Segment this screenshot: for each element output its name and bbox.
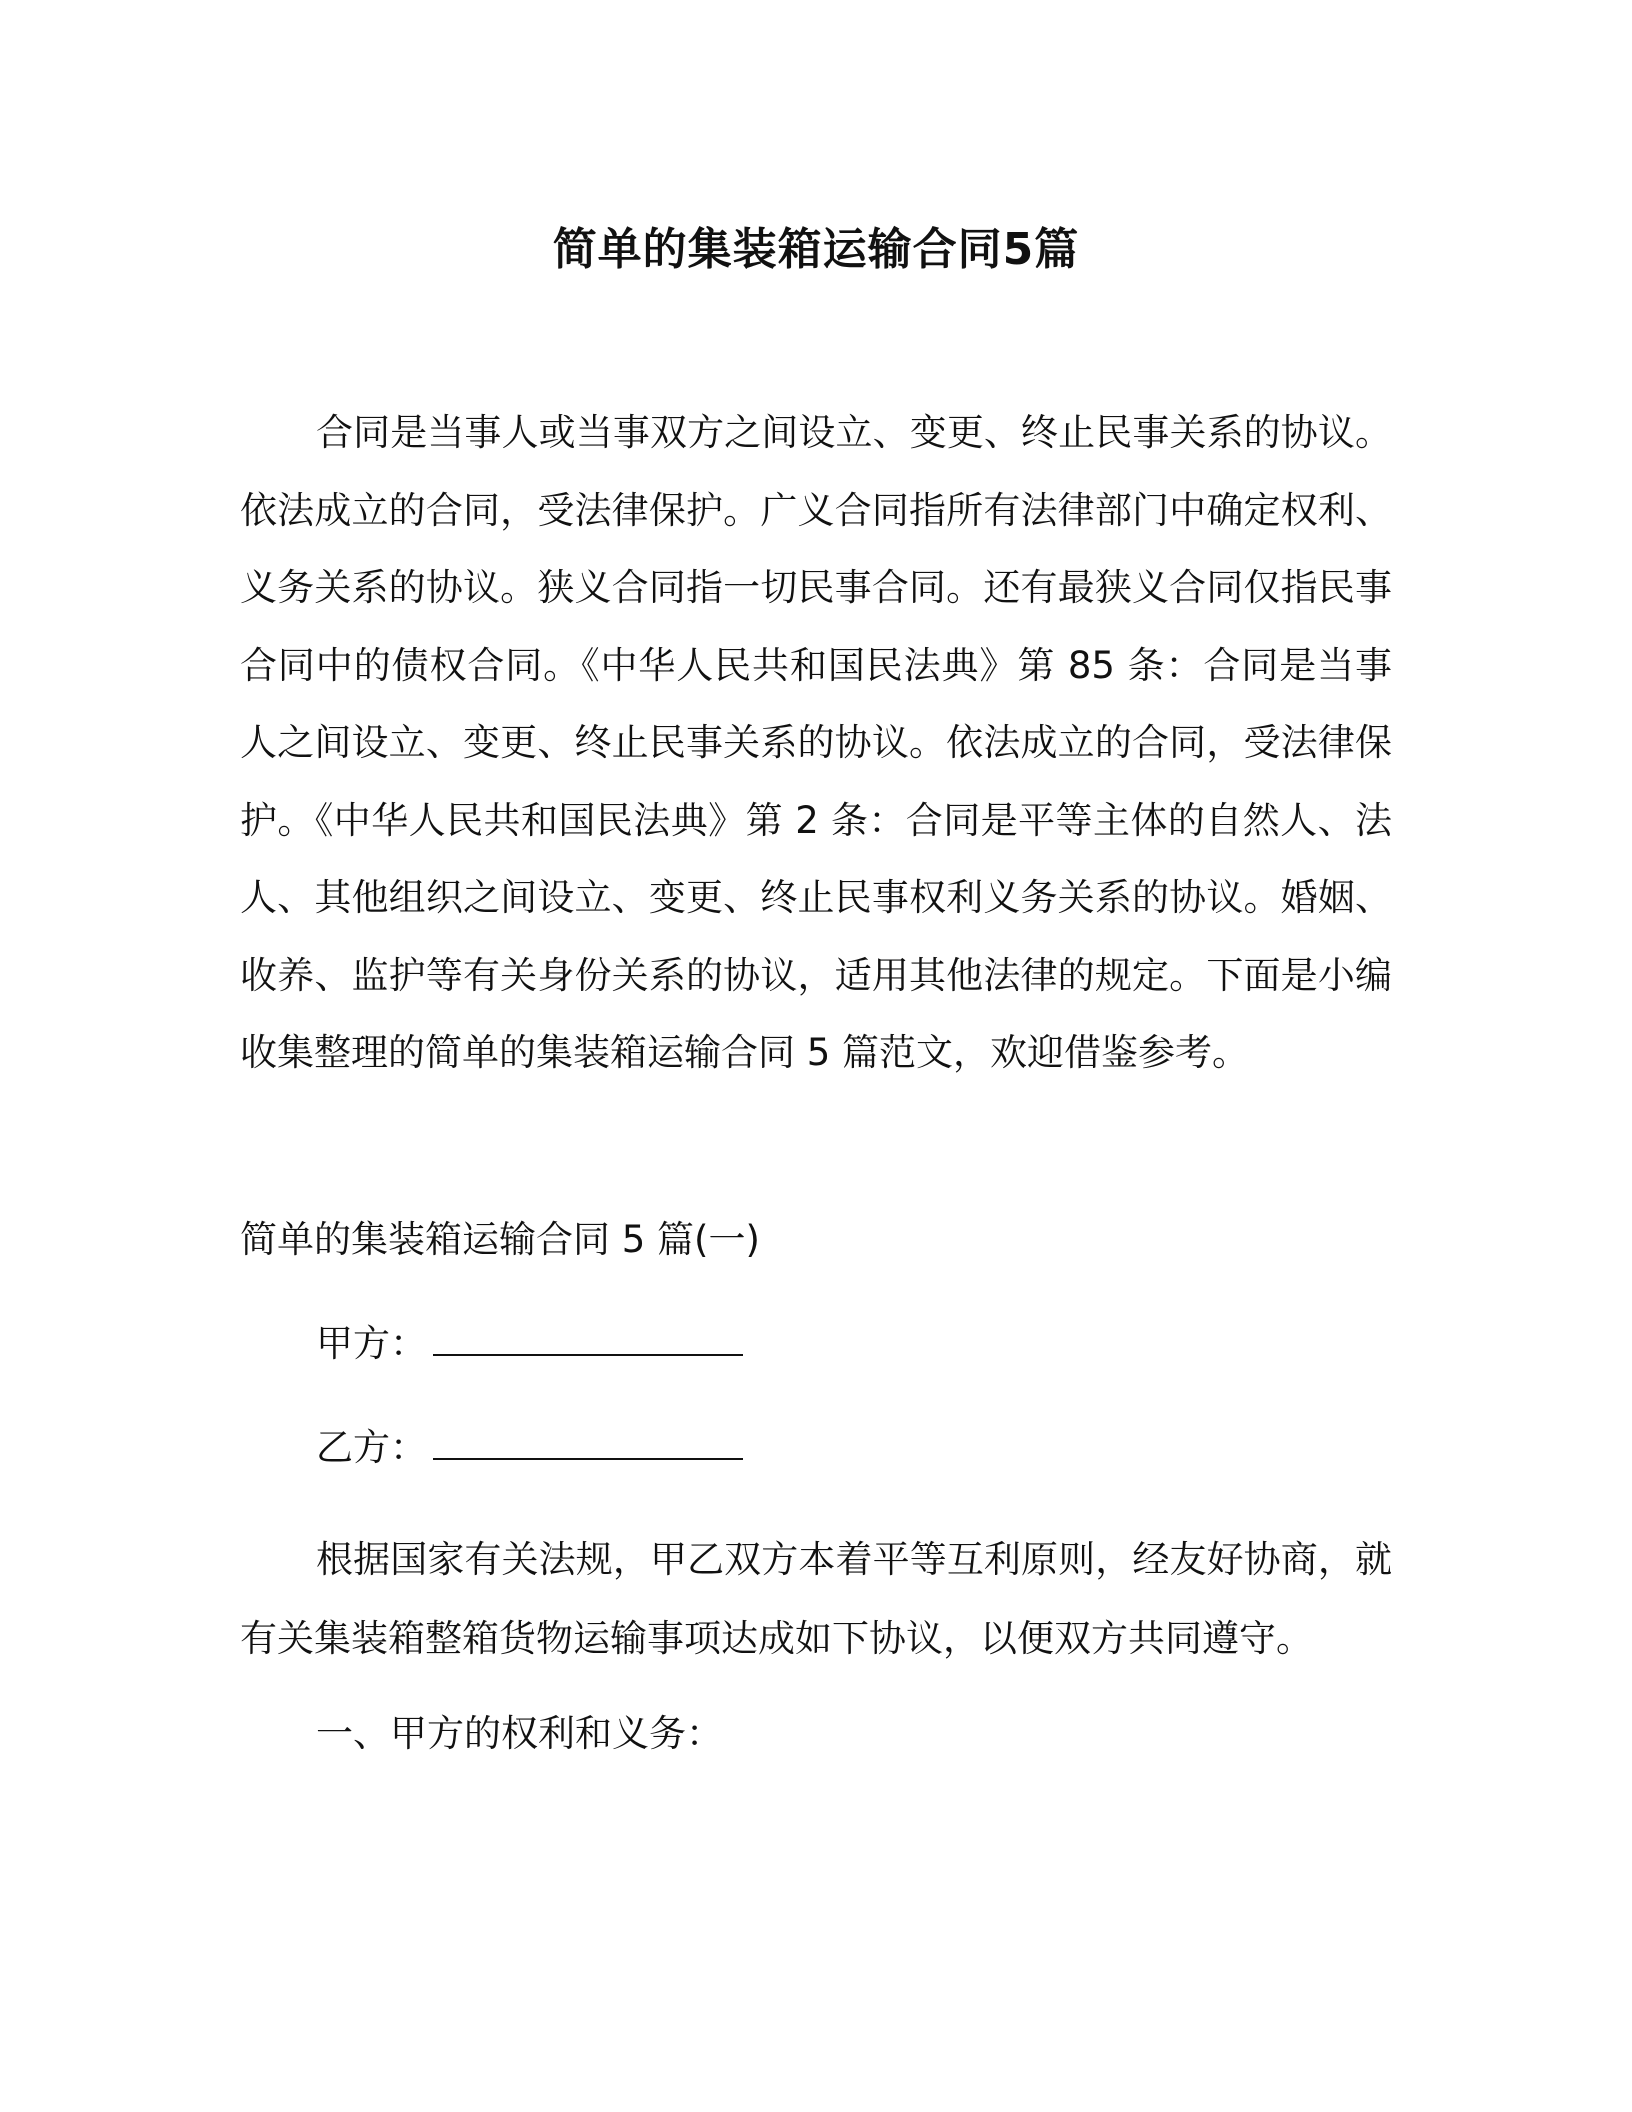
- party-a-label: 甲方：: [316, 1322, 427, 1365]
- party-a-blank: [433, 1318, 743, 1356]
- party-b-line: [316, 1418, 743, 1478]
- party-a-line: [316, 1314, 743, 1374]
- document-title: 简单的集装箱运输合同5篇: [552, 224, 1080, 275]
- party-b-blank: [433, 1422, 743, 1460]
- party-b-label: 乙方：: [316, 1426, 427, 1469]
- preamble-paragraph: 根据国家有关法规，甲乙双方本着平等互利原则，经友好协商，就有关集装箱整箱货物运输事项达成如下协议，以便双方共同遵守。: [240, 1538, 1392, 1660]
- intro-paragraph: 合同是当事人或当事双方之间设立、变更、终止民事关系的协议。依法成立的合同，受法律保护。广义合同指所有法律部门中确定权利、义务关系的协议。狭义合同指一切民事合同。还有最狭义合同仅指民事合同中的债权合同。《中华人民共和国民法典》第 85 条：合同是当事人之间设立、变更、终止民事关系的协议。依法成立的合同，受法律保护。《中华人民共和国民法典》第 2 条：合同是平等主体的自然人、法人、其他组织之间设立、变更、终止民事权利义务关系的协议。婚姻、收养、监护等有关身份关系的协议，适用其他法律的规定。下面是小编收集整理的简单的集装箱运输合同 5 篇范文，欢迎借鉴参考。: [240, 411, 1392, 1074]
- section-heading: 简单的集装箱运输合同 5 篇(一): [240, 1218, 760, 1261]
- clause-1-heading: 一、甲方的权利和义务：: [316, 1712, 723, 1755]
